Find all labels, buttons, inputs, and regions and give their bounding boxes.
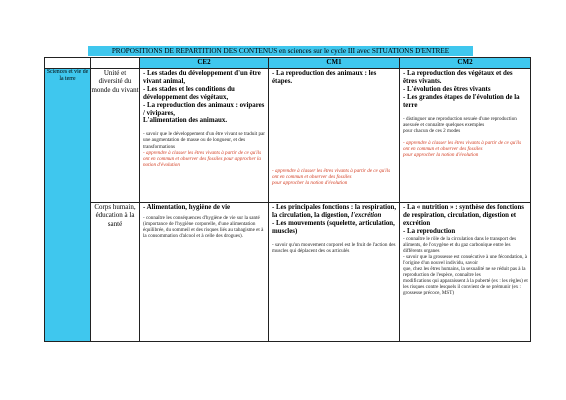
content-bold-line: - Alimentation, hygiène de vie — [143, 204, 231, 211]
header-empty-cell — [91, 58, 140, 69]
content-bold-line: - La reproduction des animaux : les étapes. — [272, 70, 377, 85]
theme-label: Unité et diversité du monde du vivant — [91, 69, 139, 94]
content-bold-line: - L'évolution des êtres vivants — [403, 85, 491, 93]
content-bold-lead: - Les principales fonctions : la respiration, la circulation, la digestion, — [272, 204, 397, 219]
column-header-cm1: CM1 — [269, 58, 400, 69]
header-row — [45, 58, 531, 69]
table-row-corps — [45, 203, 531, 342]
content-bold-line: L'alimentation des animaux. — [143, 117, 228, 125]
column-header-cm2: CM2 — [400, 58, 531, 69]
content-bold-line: - La reproduction — [403, 227, 456, 235]
content-bold-line: - La reproduction des animaux : ovipares / vivipares, — [143, 101, 265, 117]
cell-cm2-vivant — [400, 69, 531, 203]
content-objective: modifications qui apparaissent à la puberté (ex : les règles) et les risques contre lesquels il convient de se prémunir (ex : grossesse précoce, MST) — [403, 278, 528, 297]
table-row-vivant — [45, 69, 531, 203]
cell-cm1-corps — [269, 203, 400, 342]
content-red-objective: - apprendre à classer les êtres vivants à partir de ce qu'ils ont en commun et observer des fossiles — [403, 139, 522, 152]
content-objective: pour chacun de ces 2 modes — [403, 127, 461, 134]
content-bold-line: - La « nutrition » : synthèse des fonctions de respiration, circulation, digestion et excrétion — [403, 204, 524, 227]
content-objective: - connaître le rôle de la circulation dans le transport des aliments, de l'oxygène et du gaz carbonique entre les différents organes — [403, 235, 517, 254]
contents-table — [44, 57, 531, 342]
cell-ce2-vivant — [140, 69, 269, 203]
content-objective: - distinguer une reproduction sexuée d'une reproduction asexuée et connaître quelques exemples — [403, 115, 517, 128]
content-bold-line: - Les grandes étapes de l'évolution de la terre — [403, 93, 520, 109]
content-bold-line: - Les stades et les conditions du développement des végétaux, — [143, 85, 235, 101]
side-label: Sciences et vie de la terre — [46, 69, 89, 82]
side-label-cell — [45, 69, 91, 342]
content-objective: - connaître les conséquences d'hygiène de vie sur la santé (importance de l'hygiène corporelle, d'une alimentation équilibrée, du sommeil et des risques liés au tabagisme et à la consommation d'alcool et à celle des drogues). — [143, 214, 264, 240]
cell-cm2-corps — [400, 203, 531, 342]
theme-cell — [91, 203, 140, 342]
content-bold-italic: l'excrétion — [351, 211, 382, 219]
content-objective: que, chez les êtres humains, la sexualité ne se réduit pas à la reproduction de l'espèce, connaître les — [403, 266, 526, 279]
content-objective: - savoir que le développement d'un être vivant se traduit par une augmentation de masse ou de longueur, et des transformations — [143, 131, 265, 150]
header-empty-cell — [45, 58, 91, 69]
column-header-ce2: CE2 — [140, 58, 269, 69]
theme-label: Corps humain, éducation à la santé — [94, 203, 136, 228]
content-red-objective: - apprendre à classer les êtres vivants à partir de ce qu'ils ont en commun et observer des fossiles pour approcher la notion d'évolution — [143, 149, 262, 168]
content-objective: - savoir que la grossesse est consécutive à une fécondation, à l'origine d'un nouvel individu, savoir — [403, 253, 528, 266]
content-bold-line: - Les mouvements (squelette, articulation, muscles) — [272, 219, 395, 235]
content-bold-line: - Les stades du développement d'un être vivant animal, — [143, 70, 261, 85]
content-bold-line: - La reproduction des végétaux et des êtres vivants. — [403, 70, 513, 85]
content-red-objective: pour approcher la notion d'évolution — [403, 152, 479, 158]
cell-cm1-vivant — [269, 69, 400, 203]
content-objective: - savoir qu'un mouvement corporel est le fruit de l'action des muscles qui déplacent des os articulés — [272, 241, 396, 254]
document-title: PROPOSITIONS DE REPARTITION DES CONTENUS en sciences sur le cycle III avec SITUATIONS D'ENTREE — [88, 46, 473, 56]
content-bold-line — [272, 204, 397, 220]
content-red-objective: - apprendre à classer les êtres vivants à partir de ce qu'ils ont en commun et observer des fossiles — [272, 167, 391, 180]
content-red-objective: pour approcher la notion d'évolution — [272, 180, 348, 186]
cell-ce2-corps — [140, 203, 269, 342]
theme-cell — [91, 69, 140, 203]
